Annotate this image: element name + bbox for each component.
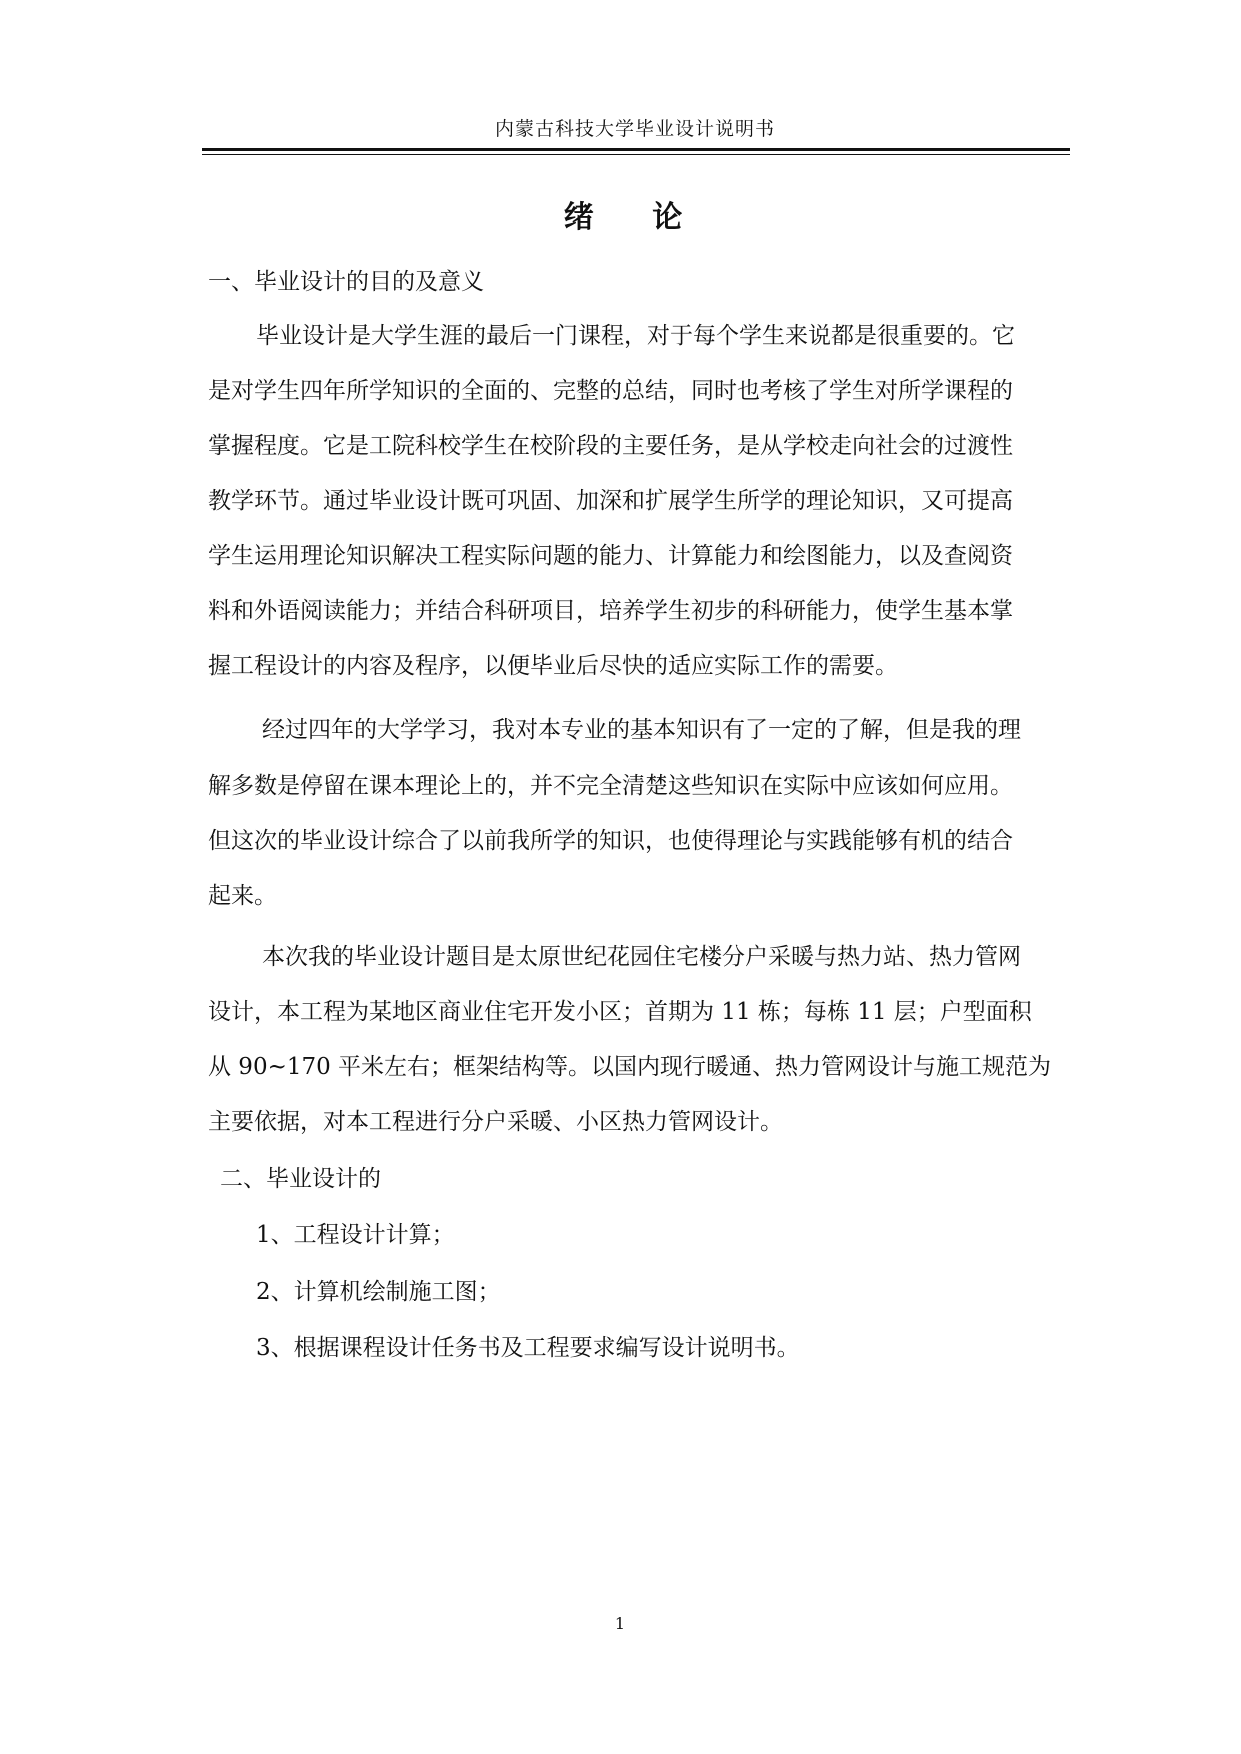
- page-number: 1: [614, 1614, 626, 1633]
- paragraph-line: 掌握程度。它是工院科校学生在校阶段的主要任务，是从学校走向社会的过渡性: [208, 433, 1013, 459]
- page-header: 内蒙古科技大学毕业设计说明书: [494, 118, 775, 140]
- paragraph-line: 毕业设计是大学生涯的最后一门课程，对于每个学生来说都是很重要的。它: [256, 323, 1015, 349]
- list-item: 3、根据课程设计任务书及工程要求编写设计说明书。: [256, 1335, 800, 1361]
- heading-design: 二、毕业设计的: [220, 1166, 381, 1192]
- paragraph-line: 解多数是停留在课本理论上的，并不完全清楚这些知识在实际中应该如何应用。: [208, 773, 1013, 799]
- paragraph-line: 从 90~170 平米左右；框架结构等。以国内现行暖通、热力管网设计与施工规范为: [208, 1054, 1052, 1080]
- header-rule-thin: [202, 154, 1070, 155]
- heading-purpose: 一、毕业设计的目的及意义: [208, 269, 484, 295]
- paragraph-line: 设计，本工程为某地区商业住宅开发小区；首期为 11 栋；每栋 11 层；户型面积: [208, 999, 1032, 1025]
- list-item: 1、工程设计计算；: [256, 1222, 455, 1248]
- paragraph-line: 料和外语阅读能力；并结合科研项目，培养学生初步的科研能力，使学生基本掌: [208, 598, 1013, 624]
- paragraph-line: 教学环节。通过毕业设计既可巩固、加深和扩展学生所学的理论知识，又可提高: [208, 488, 1013, 514]
- paragraph-line: 主要依据，对本工程进行分户采暖、小区热力管网设计。: [208, 1109, 783, 1135]
- list-item: 2、计算机绘制施工图；: [256, 1279, 501, 1305]
- paragraph-line: 起来。: [208, 883, 277, 909]
- paragraph-line: 本次我的毕业设计题目是太原世纪花园住宅楼分户采暖与热力站、热力管网: [262, 944, 1021, 970]
- paragraph-line: 学生运用理论知识解决工程实际问题的能力、计算能力和绘图能力，以及查阅资: [208, 543, 1013, 569]
- header-rule-thick: [202, 148, 1070, 151]
- section-title: 绪 论: [563, 200, 707, 235]
- paragraph-line: 但这次的毕业设计综合了以前我所学的知识，也使得理论与实践能够有机的结合: [208, 828, 1013, 854]
- paragraph-line: 是对学生四年所学知识的全面的、完整的总结，同时也考核了学生对所学课程的: [208, 378, 1013, 404]
- paragraph-line: 握工程设计的内容及程序，以便毕业后尽快的适应实际工作的需要。: [208, 653, 898, 679]
- paragraph-line: 经过四年的大学学习，我对本专业的基本知识有了一定的了解，但是我的理: [262, 717, 1021, 743]
